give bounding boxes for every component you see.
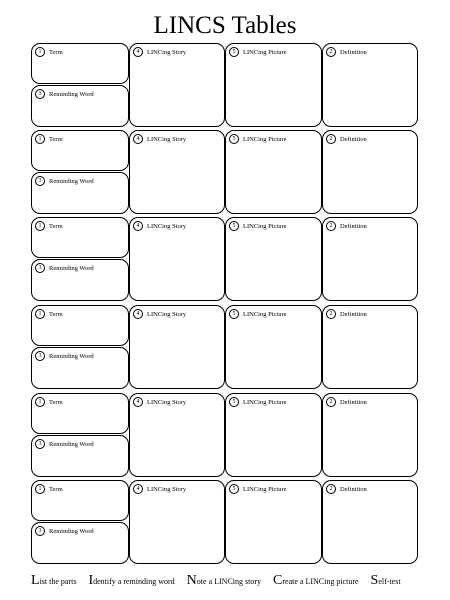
definition-label: Definition xyxy=(340,222,367,230)
lincing-story-label: LINCing Story xyxy=(147,48,187,56)
definition-box[interactable] xyxy=(322,305,418,389)
term-box[interactable] xyxy=(31,130,129,171)
definition-header xyxy=(326,397,367,407)
lincs-row xyxy=(31,130,418,214)
term-box[interactable] xyxy=(31,43,129,84)
lincing-story-header xyxy=(133,47,186,57)
lincing-story-box[interactable] xyxy=(129,130,225,214)
definition-label: Definition xyxy=(340,48,367,56)
step-self-test: Self-test xyxy=(370,573,401,588)
step-number-circle: 2 xyxy=(326,484,336,494)
definition-header xyxy=(326,221,367,231)
lincing-picture-header xyxy=(229,397,287,407)
lincing-story-box[interactable] xyxy=(129,393,225,477)
step-number-circle: 4 xyxy=(133,47,143,57)
term-header xyxy=(35,309,63,319)
step-number-circle: 1 xyxy=(35,397,45,407)
lincing-story-header xyxy=(133,309,186,319)
reminding-word-box[interactable] xyxy=(31,347,129,389)
step-number-circle: 5 xyxy=(229,397,239,407)
step-number-circle: 2 xyxy=(326,47,336,57)
term-label: Term xyxy=(49,135,63,143)
definition-header xyxy=(326,309,367,319)
step-number-circle: 5 xyxy=(229,221,239,231)
step-identify: Identify a reminding word xyxy=(88,573,175,588)
reminding-word-header xyxy=(35,526,94,536)
lincing-picture-header xyxy=(229,221,287,231)
step-number-circle: 1 xyxy=(35,484,45,494)
lincing-story-label: LINCing Story xyxy=(147,310,187,318)
term-label: Term xyxy=(49,222,63,230)
lincing-picture-box[interactable] xyxy=(225,480,322,564)
step-number-circle: 5 xyxy=(229,47,239,57)
term-label: Term xyxy=(49,48,63,56)
lincs-row xyxy=(31,217,418,301)
step-list: List the parts xyxy=(31,573,77,588)
step-number-circle: 5 xyxy=(229,484,239,494)
reminding-word-header xyxy=(35,351,94,361)
lincing-picture-header xyxy=(229,47,287,57)
lincing-story-header xyxy=(133,484,186,494)
term-header xyxy=(35,221,63,231)
definition-label: Definition xyxy=(340,135,367,143)
step-number-circle: 2 xyxy=(326,309,336,319)
reminding-word-header xyxy=(35,439,94,449)
term-box[interactable] xyxy=(31,305,129,346)
step-number-circle: 4 xyxy=(133,484,143,494)
lincing-picture-header xyxy=(229,484,287,494)
step-number-circle: 4 xyxy=(133,397,143,407)
term-header xyxy=(35,397,63,407)
term-label: Term xyxy=(49,310,63,318)
reminding-word-label: Reminding Word xyxy=(49,527,94,535)
lincing-picture-label: LINCing Picture xyxy=(243,222,287,230)
definition-box[interactable] xyxy=(322,480,418,564)
step-number-circle: 4 xyxy=(133,309,143,319)
term-label: Term xyxy=(49,398,63,406)
lincing-story-box[interactable] xyxy=(129,217,225,301)
step-number-circle: 4 xyxy=(133,134,143,144)
step-note: Note a LINCing story xyxy=(186,573,262,588)
definition-label: Definition xyxy=(340,485,367,493)
definition-header xyxy=(326,47,367,57)
definition-header xyxy=(326,134,367,144)
lincing-story-box[interactable] xyxy=(129,480,225,564)
term-box[interactable] xyxy=(31,393,129,434)
lincing-picture-label: LINCing Picture xyxy=(243,310,287,318)
reminding-word-box[interactable] xyxy=(31,522,129,564)
term-box[interactable] xyxy=(31,217,129,258)
lincs-row xyxy=(31,43,418,127)
step-number-circle: 3 xyxy=(35,89,45,99)
lincing-picture-box[interactable] xyxy=(225,305,322,389)
lincing-story-box[interactable] xyxy=(129,305,225,389)
step-number-circle: 2 xyxy=(326,134,336,144)
step-number-circle: 1 xyxy=(35,134,45,144)
lincs-steps-footer xyxy=(31,573,431,590)
lincing-story-header xyxy=(133,397,186,407)
lincing-picture-label: LINCing Picture xyxy=(243,48,287,56)
step-number-circle: 5 xyxy=(229,134,239,144)
reminding-word-box[interactable] xyxy=(31,85,129,127)
step-create: Create a LINCing picture xyxy=(273,573,359,588)
step-number-circle: 3 xyxy=(35,351,45,361)
lincing-picture-label: LINCing Picture xyxy=(243,398,287,406)
reminding-word-label: Reminding Word xyxy=(49,440,94,448)
lincs-row xyxy=(31,305,418,389)
step-number-circle: 3 xyxy=(35,439,45,449)
lincing-story-label: LINCing Story xyxy=(147,485,187,493)
lincing-story-header xyxy=(133,221,186,231)
lincing-story-label: LINCing Story xyxy=(147,222,187,230)
term-box[interactable] xyxy=(31,480,129,521)
step-number-circle: 5 xyxy=(229,309,239,319)
definition-box[interactable] xyxy=(322,217,418,301)
definition-label: Definition xyxy=(340,310,367,318)
reminding-word-header xyxy=(35,89,94,99)
term-label: Term xyxy=(49,485,63,493)
lincing-picture-header xyxy=(229,134,287,144)
reminding-word-label: Reminding Word xyxy=(49,177,94,185)
definition-box[interactable] xyxy=(322,130,418,214)
definition-label: Definition xyxy=(340,398,367,406)
lincing-story-label: LINCing Story xyxy=(147,135,187,143)
page-title: LINCS Tables xyxy=(153,12,297,39)
reminding-word-label: Reminding Word xyxy=(49,352,94,360)
lincing-picture-box[interactable] xyxy=(225,393,322,477)
lincing-picture-box[interactable] xyxy=(225,217,322,301)
reminding-word-header xyxy=(35,263,94,273)
term-header xyxy=(35,47,63,57)
lincing-picture-label: LINCing Picture xyxy=(243,485,287,493)
definition-box[interactable] xyxy=(322,43,418,127)
lincing-story-box[interactable] xyxy=(129,43,225,127)
lincing-picture-box[interactable] xyxy=(225,43,322,127)
reminding-word-box[interactable] xyxy=(31,435,129,477)
lincing-story-label: LINCing Story xyxy=(147,398,187,406)
step-number-circle: 3 xyxy=(35,263,45,273)
lincs-row xyxy=(31,393,418,477)
step-number-circle: 1 xyxy=(35,221,45,231)
step-number-circle: 1 xyxy=(35,309,45,319)
definition-box[interactable] xyxy=(322,393,418,477)
step-number-circle: 1 xyxy=(35,47,45,57)
lincing-story-header xyxy=(133,134,186,144)
reminding-word-label: Reminding Word xyxy=(49,264,94,272)
lincs-row xyxy=(31,480,418,564)
step-number-circle: 3 xyxy=(35,176,45,186)
reminding-word-label: Reminding Word xyxy=(49,90,94,98)
lincing-picture-label: LINCing Picture xyxy=(243,135,287,143)
reminding-word-header xyxy=(35,176,94,186)
reminding-word-box[interactable] xyxy=(31,259,129,301)
lincing-picture-box[interactable] xyxy=(225,130,322,214)
step-number-circle: 3 xyxy=(35,526,45,536)
term-header xyxy=(35,484,63,494)
step-number-circle: 4 xyxy=(133,221,143,231)
term-header xyxy=(35,134,63,144)
reminding-word-box[interactable] xyxy=(31,172,129,214)
step-number-circle: 2 xyxy=(326,221,336,231)
step-number-circle: 2 xyxy=(326,397,336,407)
lincing-picture-header xyxy=(229,309,287,319)
definition-header xyxy=(326,484,367,494)
